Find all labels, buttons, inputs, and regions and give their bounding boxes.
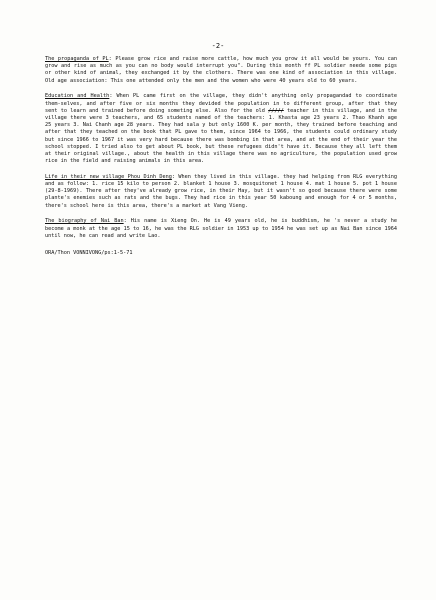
heading-new-village: Life in their new village Phou Dinh Deng: [45, 173, 172, 180]
footer-reference: ORA/Thon VONNIVONG/ps:1-5-71: [45, 249, 133, 256]
document-body: [45, 56, 397, 257]
text-education-health-cont: teacher in this village, and in the village there were 3 teachers, and 65 students named of the teachers: 1. Khasta age 23 years 2. Thao Khanh age 25 years 3. Nai Chanh age 28 years. They had sala y but only 1600 K. per month, they trained before teaching and after that they teached on the book that PL gave to them, since 1964 to 1966, the students could ordinary study but since 1966 to 1967 it was very hard because there was bombing in that area, and at the end of their year the school stopped. I tried also to get about PL book, but these refugees didn't have it. Because they all left them at their original village., about the health in this village there was no agriculture, the population used grow rice in the field and raising animals in this area.: [45, 107, 397, 165]
paragraph-biography: [45, 218, 397, 240]
heading-biography: The biography of Nai Ban: [45, 218, 124, 225]
paragraph-propaganda: [45, 56, 397, 85]
text-propaganda: : Please grow rice and raise more cattle, how much you grow it all would be yours. You can grow and rise as much as you can no body would interrupt you". During this month ff PL soldier neede some pigs or other kind of animal, they exchanged it by the clothers. There was one kind of association in this village. Old age association: This one attended only the men and the women who were 40 years old to 60 years.: [45, 56, 397, 84]
heading-education-health: Education and Health: [45, 93, 110, 100]
text-biography: : His name is Xieng On. He is 49 years old, he is buddhism, he 's never a study he become a monk at the age 15 to 16, he was the RLG soldier in 1953 up to 1954 he was set up as Nai Ban since 1964 until now, he can read and write Lao.: [45, 218, 397, 239]
struck-text: /////: [268, 107, 284, 114]
page-number: -2-: [211, 42, 225, 50]
paragraph-new-village: [45, 174, 397, 210]
heading-propaganda: The propaganda of PL: [45, 56, 109, 62]
paragraph-education-health: [45, 93, 397, 165]
text-education-health: : When PL came first on the village, they didn't anything only propagandad to coordinate them-selves, and after five or six months they devided the population in to different group, after that they sent to learn and trained before doing someting else. Also for the old: [45, 93, 398, 114]
text-new-village: : When they lived in this village. they had helping from RLG everything and as follow: 1. rice 15 kilo to person 2. blanket 1 house 3. mosquitonet 1 house 4. mat 1 house 5. pot 1 house (29-8-1969). There after they've already grow rice, in their Hay, but it wasn't so good because there were some plante's enemies such as rats and the bugs. They had rice in this year 50 kaboung and enough for 4 or 5 months, there's school here is this area, there's a market at Vang Vieng.: [45, 173, 397, 209]
